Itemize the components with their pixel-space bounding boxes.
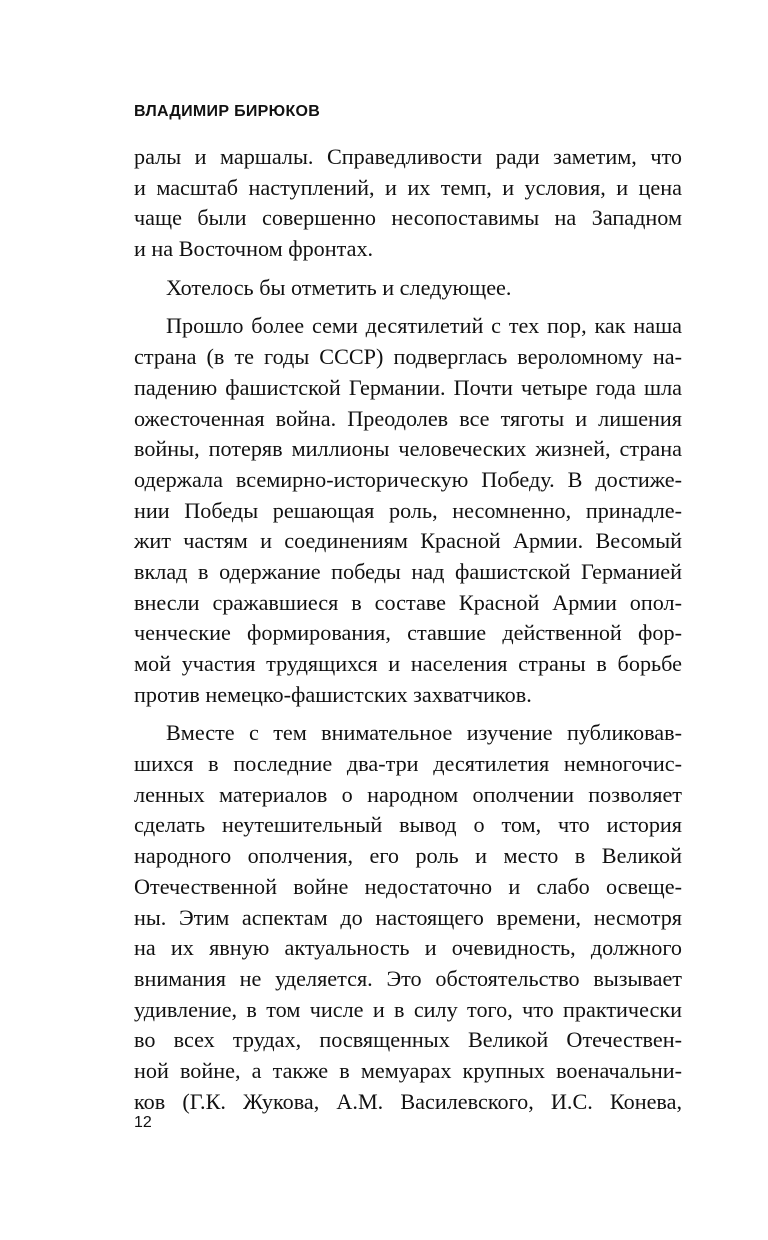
running-head: ВЛАДИМИР БИРЮКОВ [134, 103, 321, 120]
body-text [134, 142, 682, 1125]
text-line: ралы и маршалы. Справедливости ради заметим, что [134, 144, 682, 169]
text-line: ны. Этим аспектам до настоящего времени, несмотря [134, 904, 682, 930]
text-line: Прошло более семи десятилетий с тех пор, как наша [166, 313, 682, 339]
text-line: и масштаб наступлений, и их темп, и условия, и цена [134, 174, 682, 200]
text-line: сделать неутешительный вывод о том, что история [134, 812, 682, 838]
text-line: падению фашистской Германии. Почти четыре года шла [134, 374, 682, 400]
text-line: во всех трудах, посвященных Великой Отечествен- [134, 1027, 682, 1053]
text-line: ков (Г.К. Жукова, А.М. Василевского, И.С. Конева, [134, 1088, 682, 1114]
text-line: ной войне, а также в мемуарах крупных военачальни- [134, 1057, 682, 1083]
paragraph [134, 718, 682, 1117]
text-line: вклад в одержание победы над фашистской Германией [134, 558, 682, 584]
text-line: ченческие формирования, ставшие действенной фор- [134, 620, 682, 646]
text-line: шихся в последние два-три десятилетия немногочис- [134, 751, 682, 777]
text-line: одержала всемирно-историческую Победу. В достиже- [134, 466, 682, 492]
text-line: против немецко-фашистских захватчиков. [134, 681, 532, 707]
paragraph [134, 311, 682, 710]
text-line: ожесточенная война. Преодолев все тяготы и лишения [134, 405, 682, 431]
text-line: внесли сражавшиеся в составе Красной Армии опол- [134, 589, 682, 615]
text-line: нии Победы решающая роль, несомненно, принадле- [134, 497, 682, 523]
text-line: удивление, в том числе и в силу того, что практически [134, 996, 682, 1022]
text-line: Хотелось бы отметить и следующее. [166, 274, 512, 300]
text-line: народного ополчения, его роль и место в Великой [134, 843, 682, 869]
paragraph [134, 142, 682, 265]
text-line: мой участия трудящихся и населения страны в борьбе [134, 651, 682, 676]
text-line: ленных материалов о народном ополчении позволяет [134, 781, 682, 807]
text-line: Отечественной войне недостаточно и слабо освеще- [134, 873, 682, 899]
text-line: Вместе с тем внимательное изучение публиковав- [166, 720, 682, 746]
text-line: чаще были совершенно несопоставимы на Западном [134, 205, 682, 231]
text-line: жит частям и соединениям Красной Армии. Весомый [134, 528, 682, 554]
text-line: страна (в те годы СССР) подверглась вероломному на- [134, 344, 682, 370]
text-line: внимания не уделяется. Это обстоятельство вызывает [134, 965, 682, 991]
paragraph [134, 273, 682, 304]
page-number: 12 [134, 1114, 152, 1131]
text-line: войны, потеряв миллионы человеческих жизней, страна [134, 436, 682, 462]
text-line: и на Восточном фронтах. [134, 236, 374, 262]
text-line: на их явную актуальность и очевидность, должного [134, 935, 682, 961]
